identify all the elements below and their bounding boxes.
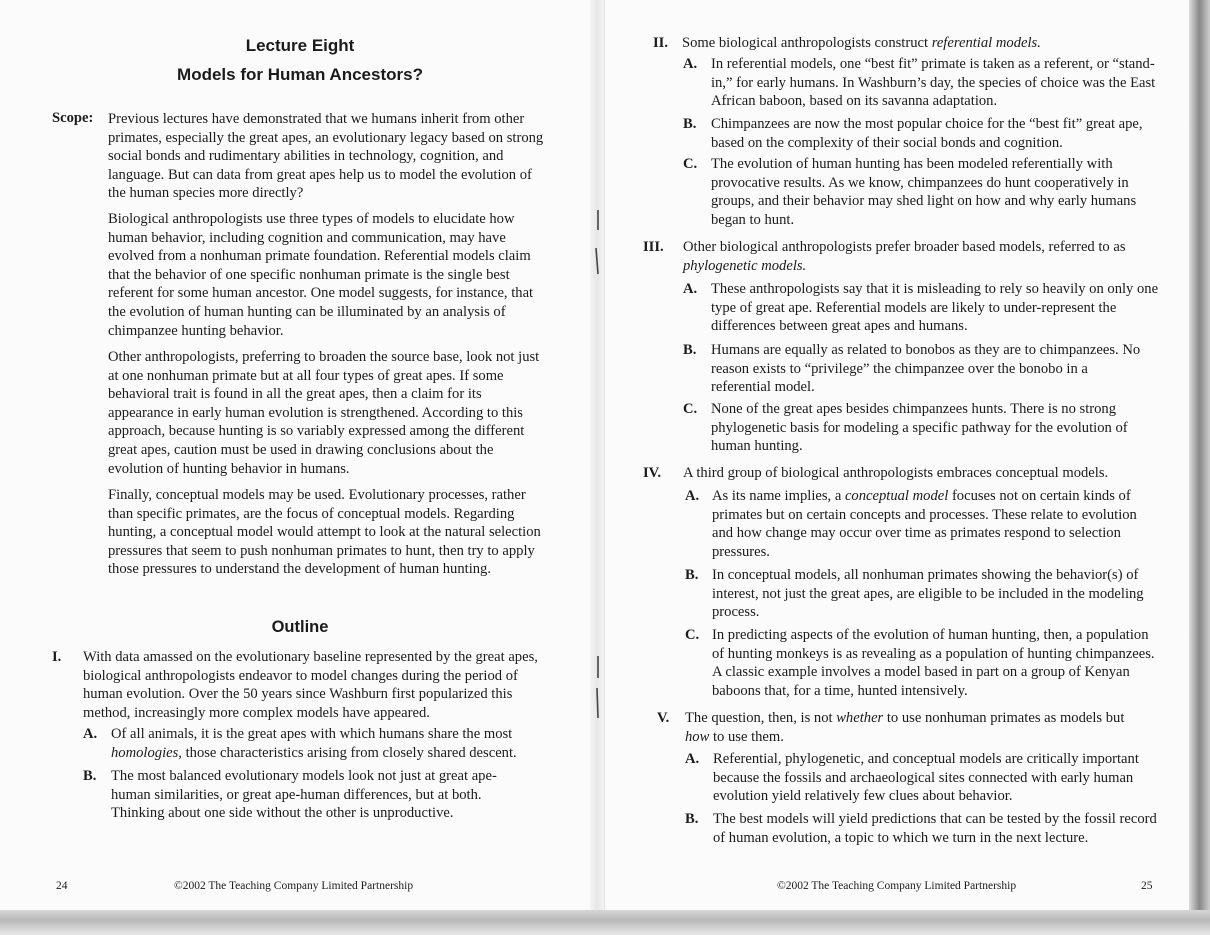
outline-text-part: Some biological anthropologists construct (682, 35, 932, 51)
outline-text-part: to use nonhuman primates as models but (883, 710, 1125, 726)
outline-letter: B. (685, 567, 699, 583)
outline-letter: A. (683, 56, 698, 72)
scope-label: Scope: (52, 110, 94, 126)
outline-text: None of the great apes besides chimpanzees hunts. There is no strong phylogenetic basis for modeling a specific pathway for the evolution of human hunting. (711, 401, 1128, 455)
outline-text-part: As its name implies, a (712, 488, 845, 504)
left-page (0, 0, 590, 915)
outline-letter: B. (83, 768, 97, 784)
scope-paragraph-2: Biological anthropologists use three types of models to elucidate how human behavior, including cognition and communication, may have evolved from a nonhuman primate foundation. Referential models claim that the behavior of one specific nonhuman primate is the single best referent for some human ancestor. One model suggests, for instance, that the evolution of human hunting can be illuminated by an analysis of chimpanzee hunting behavior. (108, 211, 534, 339)
outline-text: In conceptual models, all nonhuman primates showing the behavior(s) of interest, not just the great apes, are eligible to be included in the modeling process. (712, 567, 1144, 621)
outline-number: I. (52, 649, 62, 665)
book-bottom-shadow (0, 910, 1210, 935)
right-page (604, 0, 1190, 915)
outline-text: In predicting aspects of the evolution of human hunting, then, a population of hunting monkeys is as revealing as a population of hunting chimpanzees. A classic example involves a model based in part on a group of Kenyan baboons that, for a time, hunted intensively. (712, 627, 1155, 699)
page-number-left: 24 (56, 880, 68, 892)
outline-text: Referential, phylogenetic, and conceptual models are critically important because the fossils and archaeological sites connected with early human evolution yield relatively few clues about behavior. (713, 751, 1139, 805)
scope-paragraph-4: Finally, conceptual models may be used. Evolutionary processes, rather than specific primates, are the focus of conceptual models. Regarding hunting, a conceptual model would attempt to look at the natural selection pressures that seem to push nonhuman primates to hunt, then try to apply those pressures to understand the development of human hunting. (108, 487, 541, 578)
outline-text-part: Of all animals, it is the great apes with which humans share the most (111, 726, 513, 742)
outline-text (682, 34, 1162, 53)
outline-letter: A. (683, 281, 698, 297)
outline-text (712, 487, 1160, 561)
outline-text-part: , those characteristics arising from closely shared descent. (178, 744, 517, 761)
outline-text: A third group of biological anthropologists embraces conceptual models. (683, 465, 1109, 481)
lecture-title: Lecture Eight (245, 36, 355, 55)
outline-text: These anthropologists say that it is misleading to rely so heavily on only one type of great ape. Referential models are likely to under-represent the differences between great apes and humans. (711, 281, 1159, 335)
outline-letter: A. (685, 488, 700, 504)
outline-letter: C. (683, 156, 698, 172)
outline-text-part: Other biological anthropologists prefer broader based models, referred to as (683, 239, 1126, 255)
outline-text: In referential models, one “best fit” primate is taken as a referent, or “stand-in,” for early humans. In Washburn’s day, the species of choice was the East African baboon, based on its savanna adaptation. (711, 56, 1156, 110)
outline-number: V. (657, 710, 670, 726)
staple-icon (593, 654, 603, 724)
outline-letter: B. (685, 811, 699, 827)
lecture-subtitle: Models for Human Ancestors? (177, 65, 423, 84)
outline-letter: C. (685, 627, 700, 643)
outline-emphasis: referential models. (931, 35, 1041, 51)
outline-text (685, 709, 1145, 746)
outline-emphasis: conceptual model (844, 488, 949, 504)
page-edge (1189, 0, 1210, 935)
outline-letter: B. (683, 116, 697, 132)
outline-letter: C. (683, 401, 698, 417)
outline-text: With data amassed on the evolutionary baseline represented by the great apes, biological anthropologists endeavor to model changes during the period of human evolution. Over the 50 years since Washburn first popularized this method, increasingly more complex models have appeared. (83, 649, 538, 721)
outline-emphasis: how (685, 728, 710, 745)
book-gutter (590, 0, 604, 915)
outline-text-part: to use them. (709, 728, 784, 745)
page-number-right: 25 (1141, 880, 1153, 892)
outline-text-part: The question, then, is not (685, 710, 837, 726)
outline-text: The most balanced evolutionary models look not just at great ape-human similarities, or great ape-human differences, but at both. Thinking about one side without the other is unproductive. (111, 768, 497, 822)
outline-number: III. (643, 239, 664, 255)
outline-letter: A. (685, 751, 700, 767)
outline-text (111, 725, 551, 762)
footer-copyright-left: ©2002 The Teaching Company Limited Partnership (174, 880, 414, 892)
footer-copyright-right: ©2002 The Teaching Company Limited Partnership (777, 880, 1017, 892)
outline-emphasis: phylogenetic models. (683, 257, 807, 274)
outline-text (683, 238, 1161, 275)
outline-text-part: focuses not on certain kinds of primates but on certain concepts and processes. These relate to evolution and how change may occur over time as primates respond to selection pressures. (712, 488, 1137, 560)
staple-icon (593, 208, 603, 278)
scope-paragraph-3: Other anthropologists, preferring to broaden the source base, look not just at one nonhuman primate but at all four types of great apes. If some behavioral trait is found in all the great apes, then a claim for its appearance in early human evolution is strengthened. According to this approach, because hunting is so variably expressed among the different great apes, caution must be used in drawing conclusions about the evolution of hunting behavior in humans. (108, 349, 540, 477)
outline-heading: Outline (271, 618, 329, 636)
outline-text: Humans are equally as related to bonobos as they are to chimpanzees. No reason exists to “privilege” the chimpanzee over the bonobo in a referential model. (711, 342, 1141, 396)
outline-text: Chimpanzees are now the most popular choice for the “best fit” great ape, based on the complexity of their social bonds and cognition. (711, 116, 1143, 151)
outline-text: The best models will yield predictions that can be tested by the fossil record of human evolution, a topic to which we turn in the next lecture. (713, 811, 1157, 846)
scope-paragraph-1: Previous lectures have demonstrated that we humans inherit from other primates, especially the great apes, an evolutionary legacy based on strong social bonds and rudimentary abilities in technology, cognition, and language. But can data from great apes help us to model the evolution of the human species more directly? (108, 111, 544, 202)
outline-emphasis: whether (836, 710, 884, 726)
outline-text: The evolution of human hunting has been modeled referentially with provocative results. As we know, chimpanzees do hunt cooperatively in groups, and their behavior may shed light on how and why early humans began to hunt. (711, 156, 1137, 228)
outline-number: IV. (643, 465, 661, 481)
outline-emphasis: homologies (111, 744, 179, 761)
outline-number: II. (653, 35, 669, 51)
outline-letter: B. (683, 342, 697, 358)
outline-letter: A. (83, 726, 98, 742)
